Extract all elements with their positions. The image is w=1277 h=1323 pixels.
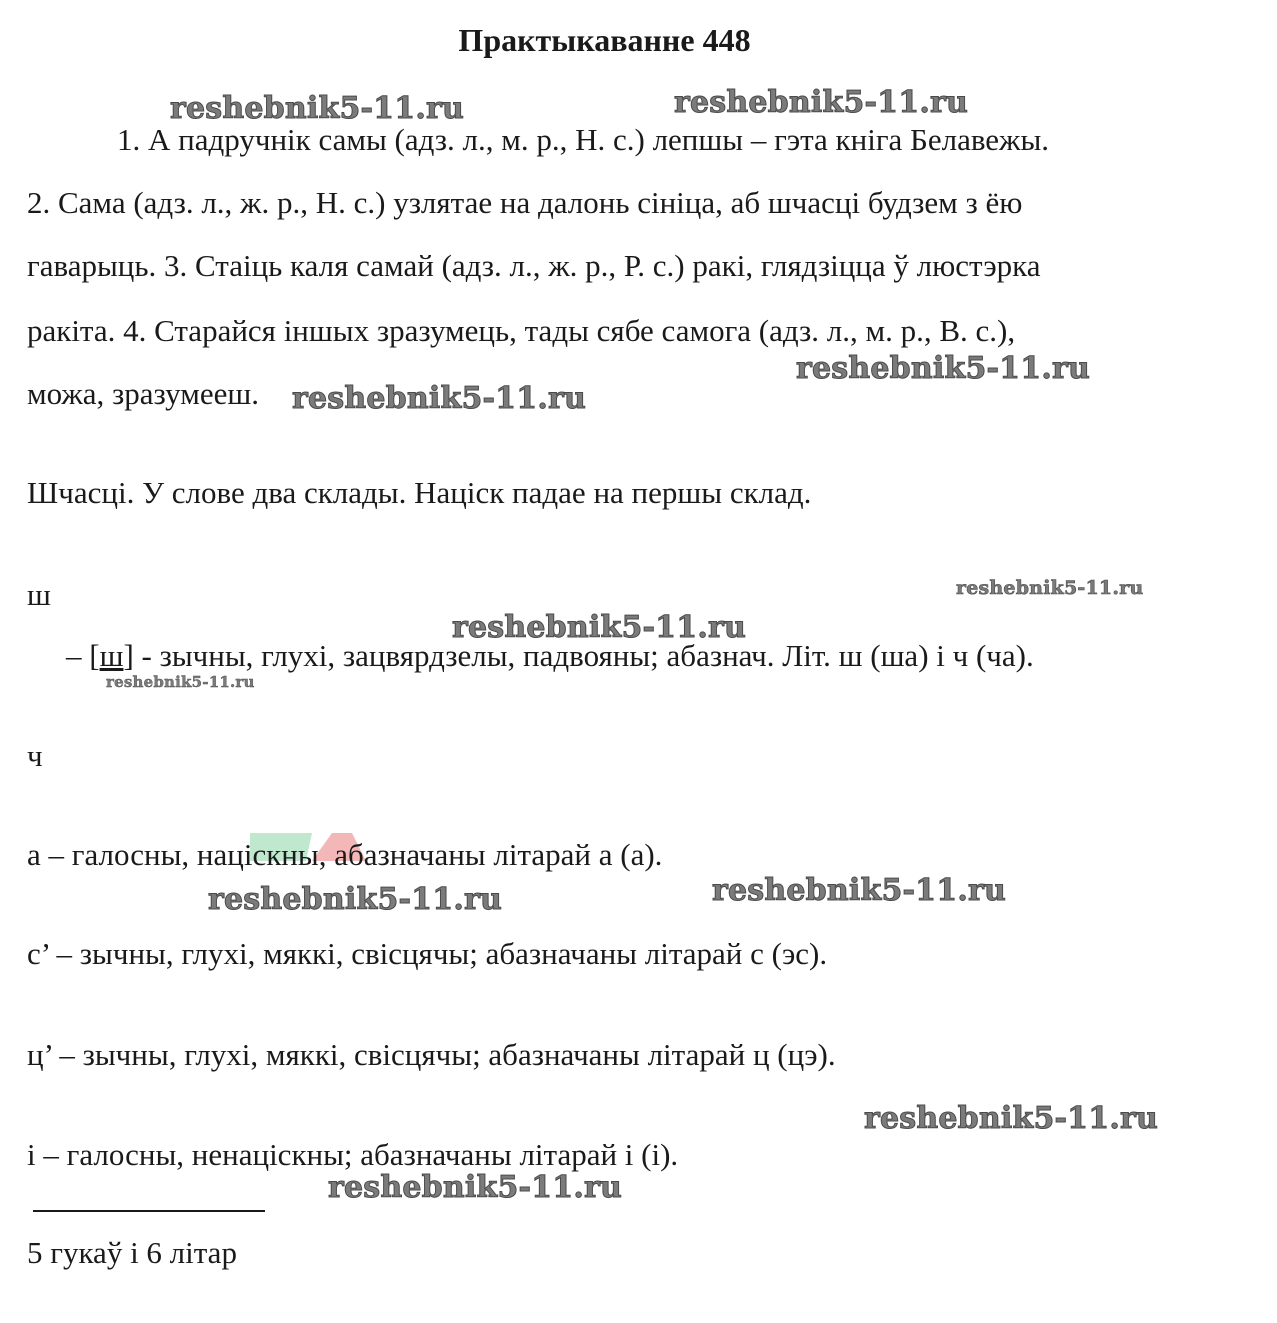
analysis-line-a: а – галосны, націскны, абазначаны літарай а (а).	[27, 837, 663, 872]
watermark: reshebnik5-11.ru	[170, 91, 464, 126]
paragraph-line-4: ракіта. 4. Старайся іншых зразумець, тады сябе самога (адз. л., м. р., В. с.),	[27, 313, 1016, 348]
sound-sh-bracket-close: ]	[123, 638, 134, 673]
paragraph-line-2: 2. Сама (адз. л., ж. р., Н. с.) узлятае на далонь сініца, аб шчасці будзем з ёю	[27, 185, 1023, 220]
watermark: reshebnik5-11.ru	[674, 85, 968, 120]
watermark: reshebnik5-11.ru	[712, 873, 1006, 908]
analysis-line-s: с’ – зычны, глухі, мяккі, свісцячы; абазначаны літарай с (эс).	[27, 936, 828, 971]
sound-sh-description: - зычны, глухі, зацвярдзелы, падвояны; абазнач. Літ. ш (ша) і ч (ча).	[141, 638, 1034, 673]
watermark: reshebnik5-11.ru	[106, 673, 255, 691]
analysis-line-ts: ц’ – зычны, глухі, мяккі, свісцячы; абазначаны літарай ц (цэ).	[27, 1037, 836, 1072]
sound-sh-symbol: ш	[99, 638, 124, 673]
watermark: reshebnik5-11.ru	[452, 610, 746, 645]
watermark: reshebnik5-11.ru	[328, 1170, 622, 1205]
sound-sh-dash: –	[66, 638, 82, 673]
paragraph-line-1: 1. А падручнік самы (адз. л., м. р., Н. с.) лепшы – гэта кніга Белавежы.	[117, 122, 1050, 157]
letter-sh: ш	[27, 577, 51, 612]
paragraph-line-5: можа, зразумееш.	[27, 376, 259, 411]
footnote-divider	[33, 1210, 265, 1212]
watermark: reshebnik5-11.ru	[292, 381, 586, 416]
sound-sh-bracket-open: [	[89, 638, 100, 673]
analysis-intro: Шчасці. У слове два склады. Націск падае на першы склад.	[27, 475, 812, 510]
watermark: reshebnik5-11.ru	[956, 577, 1144, 599]
page-title: Практыкаванне 448	[458, 22, 751, 58]
watermark: reshebnik5-11.ru	[864, 1101, 1158, 1136]
analysis-line-i: і – галосны, ненаціскны; абазначаны літарай і (і).	[27, 1137, 679, 1172]
watermark: reshebnik5-11.ru	[796, 351, 1090, 386]
letter-ch: ч	[27, 738, 43, 773]
watermark: reshebnik5-11.ru	[208, 882, 502, 917]
paragraph-line-3: гаварыць. 3. Стаіць каля самай (адз. л., ж. р., Р. с.) ракі, глядзіцца ў люстэрка	[27, 248, 1041, 283]
footnote: 5 гукаў і 6 літар	[27, 1235, 237, 1270]
